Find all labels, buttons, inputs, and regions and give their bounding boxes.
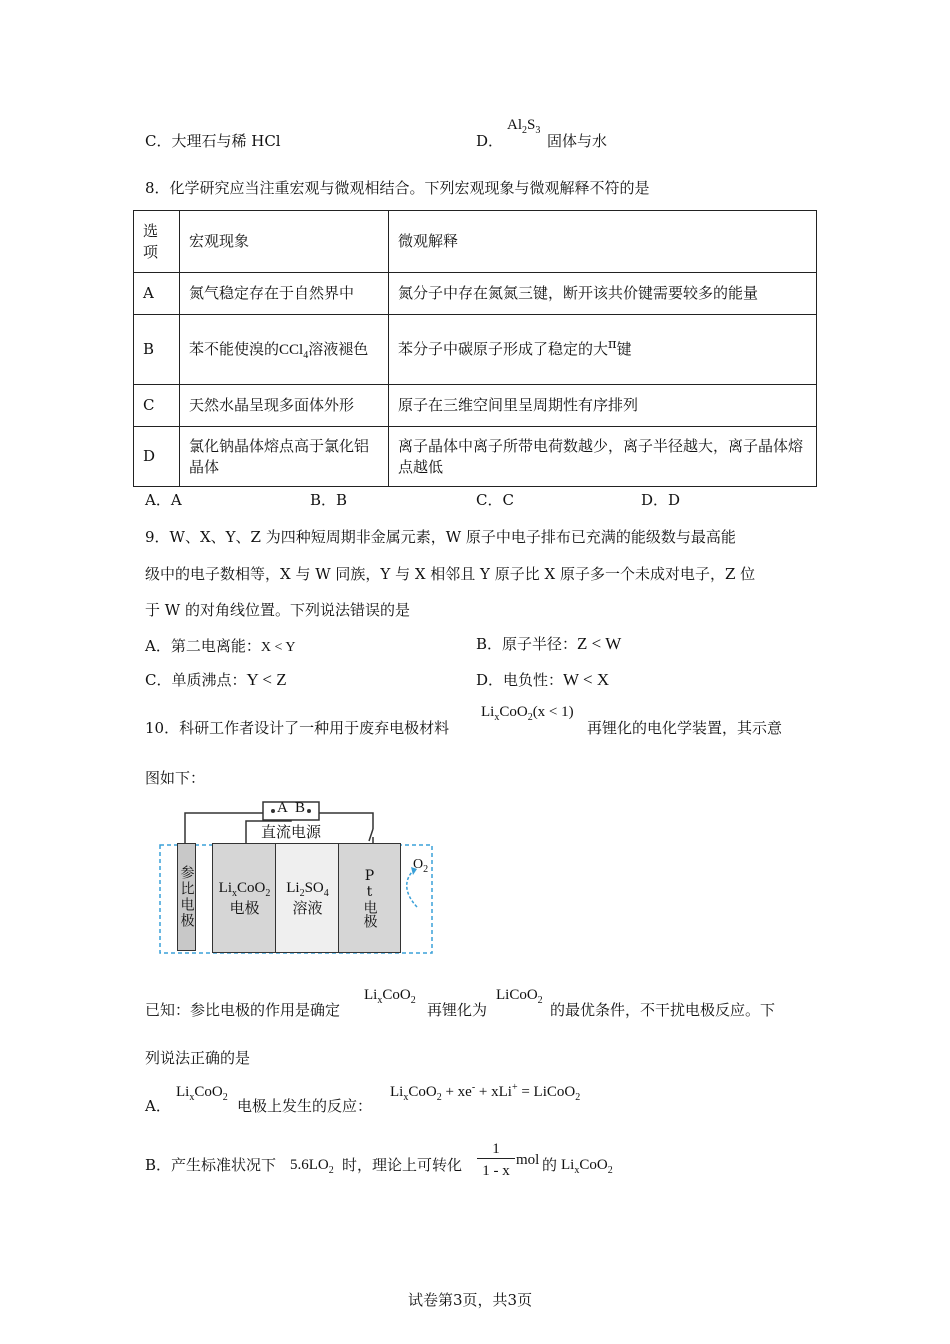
row-macro: 氮气稳定存在于自然界中: [180, 273, 389, 315]
row-micro: 氮分子中存在氮氮三键，断开该共价键需要较多的能量: [389, 273, 817, 315]
lixcoo2-electrode: [212, 843, 277, 953]
page-footer: 试卷第3页，共3页: [408, 1291, 533, 1309]
q9-d-label: D．电负性：: [476, 671, 564, 689]
q9-c-expr: Y < Z: [246, 670, 287, 689]
table-row: [134, 273, 817, 315]
q9-option-d: [476, 670, 609, 690]
table-row: [134, 315, 817, 385]
q9-line1: 9．W、X、Y、Z 为四种短周期非金属元素，W 原子中电子排布已充满的能级数与最高能: [145, 528, 736, 546]
q10-known-pre: 已知：参比电极的作用是确定: [145, 1001, 341, 1019]
q10-known-mid: 再锂化为: [427, 1001, 488, 1019]
q9-line3: 于 W 的对角线位置。下列说法错误的是: [145, 601, 410, 619]
pt-electrode: Pt电极: [338, 843, 401, 953]
reference-electrode: 参比电极: [177, 843, 196, 951]
lixcoo2-formula: $Li_xCoO_2$: [218, 880, 271, 899]
q10-line1-post: 再锂化的电化学装置，其示意: [587, 719, 783, 737]
q10-option-b-unit: mol: [516, 1152, 540, 1168]
electrochemical-diagram: [155, 797, 455, 957]
q9-option-a: [145, 636, 295, 658]
q9-a-expr: X < Y: [260, 640, 296, 655]
q10-option-b-formula: $Li_xCoO_2$: [561, 1157, 613, 1176]
q10-line1-formula: $Li_xCoO_2(x < 1)$: [481, 704, 574, 723]
table-row: [134, 427, 817, 487]
q10-known-line2: 列说法正确的是: [145, 1049, 251, 1067]
o2-label: $O_2$: [413, 857, 429, 875]
q7-option-d-label: D．: [476, 132, 504, 150]
lixcoo2-electrode-text: 电极: [229, 899, 260, 917]
q10-option-a-formula: $Li_xCoO_2$: [176, 1084, 228, 1103]
row-micro-pre: 苯分子中碳原子形成了稳定的大: [398, 340, 609, 358]
pi-symbol: π: [608, 337, 617, 352]
row-micro: 离子晶体中离子所带电荷数越少，离子半径越大，离子晶体熔点越低: [389, 427, 817, 487]
q9-option-b: [476, 634, 621, 654]
row-micro: [389, 315, 817, 385]
header-macro: 宏观现象: [180, 211, 389, 273]
q10-option-b-mid: 时，理论上可转化: [342, 1156, 463, 1174]
row-macro-pre: 苯不能使溴的: [189, 339, 280, 358]
row-macro: [180, 315, 389, 385]
q10-option-b-quantity: $5.6LO_2$: [290, 1157, 334, 1176]
header-option: 选项: [134, 211, 180, 273]
li2so4-solution: [275, 843, 340, 953]
q7-option-d-formula: $Al_2S_3$: [507, 117, 541, 136]
q10-line2: 图如下：: [145, 769, 206, 787]
q10-option-a-text: 电极上发生的反应：: [237, 1097, 373, 1115]
terminal-b: B: [295, 800, 306, 816]
q9-a-label: A．第二电离能：: [145, 637, 261, 655]
row-macro: 氯化钠晶体熔点高于氯化铝晶体: [180, 427, 389, 487]
table-row: [134, 385, 817, 427]
q10-option-b-post: 的: [542, 1156, 558, 1174]
q9-line2: 级中的电子数相等，X 与 W 同族，Y 与 X 相邻且 Y 原子比 X 原子多一个未成对电子，Z 位: [145, 565, 756, 583]
q10-known-formula2: LiCoO$_2$: [496, 987, 543, 1006]
q8-choice-c: C．C: [476, 491, 514, 509]
li2so4-solution-text: 溶液: [292, 899, 323, 917]
row-option: C: [134, 385, 180, 427]
q8-choice-a: A．A: [145, 491, 182, 509]
q9-option-c: [145, 670, 287, 690]
row-macro: 天然水晶呈现多面体外形: [180, 385, 389, 427]
q10-option-a-label: A．: [145, 1097, 171, 1115]
row-micro: 原子在三维空间里呈周期性有序排列: [389, 385, 817, 427]
q7-option-d-text: 固体与水: [547, 132, 608, 150]
fraction-denominator: 1 - x: [482, 1163, 510, 1179]
q9-b-expr: Z < W: [577, 634, 622, 653]
row-option: D: [134, 427, 180, 487]
q8-stem: 8．化学研究应当注重宏观与微观相结合。下列宏观现象与微观解释不符的是: [145, 179, 650, 197]
q8-choice-d: D．D: [641, 491, 681, 509]
row-option: B: [134, 315, 180, 385]
table-header-row: [134, 211, 817, 273]
q9-c-label: C．单质沸点：: [145, 671, 247, 689]
li2so4-formula: $Li_2SO_4$: [286, 880, 329, 899]
q9-b-label: B．原子半径：: [476, 635, 578, 653]
row-macro-post: 溶液褪色: [308, 339, 369, 358]
q10-known-post: 的最优条件，不干扰电极反应。下: [550, 1001, 776, 1019]
q8-choice-b: B．B: [310, 491, 348, 509]
fraction-numerator: 1: [477, 1140, 515, 1159]
ccl4-formula: CCl$_4$: [279, 341, 309, 361]
row-option: A: [134, 273, 180, 315]
q8-table: [133, 210, 817, 487]
q10-line1-pre: 10．科研工作者设计了一种用于废弃电极材料: [145, 719, 450, 737]
q10-option-a-equation: $Li_xCoO_2 + xe^- + xLi^+$ = LiCoO$_2$: [390, 1082, 581, 1103]
terminal-a: A: [277, 800, 288, 816]
q7-option-c: C．大理石与稀 HCl: [145, 132, 281, 150]
header-micro: 微观解释: [389, 211, 817, 273]
power-label: 直流电源: [261, 823, 322, 841]
q10-option-b-pre: B．产生标准状况下: [145, 1156, 277, 1174]
row-micro-post: 键: [616, 340, 632, 358]
q9-d-expr: W < X: [563, 670, 610, 689]
q10-known-formula1: $Li_xCoO_2$: [364, 987, 416, 1006]
